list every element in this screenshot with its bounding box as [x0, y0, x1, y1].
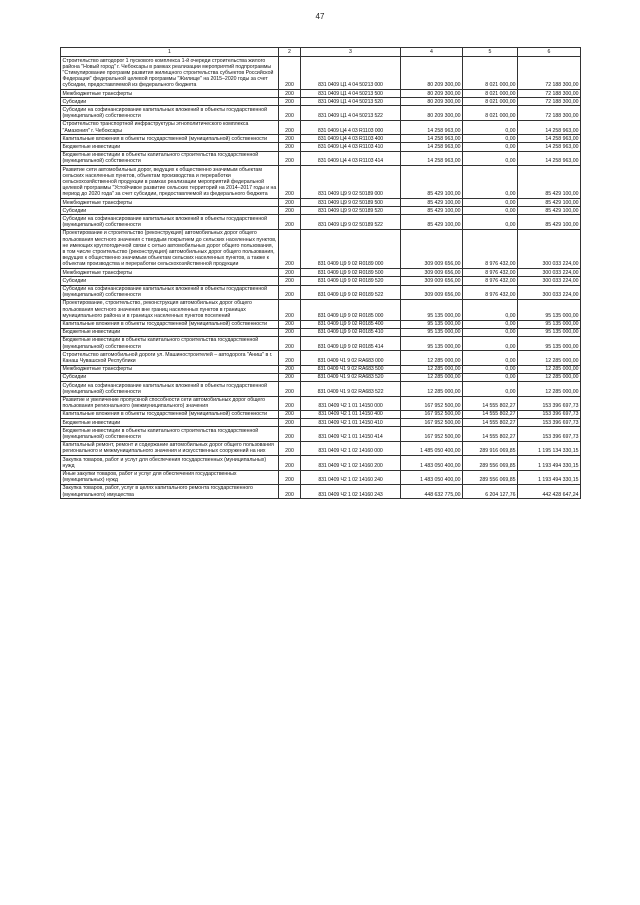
- row-classification-code: 831 0409 Ч2 1 01 14150 410: [301, 419, 401, 427]
- row-code: 200: [279, 419, 301, 427]
- row-description: Капитальные вложения в объекты государственной (муниципальной) собственности: [61, 135, 279, 143]
- row-description: Закупка товаров, работ и услуг для обеспечения государственных (муниципальных) нужд: [61, 456, 279, 470]
- row-classification-code: 831 0409 Ц9 9 02 50189 520: [301, 207, 401, 215]
- row-amount-change: 0,00: [463, 336, 518, 350]
- row-description: Межбюджетные трансферты: [61, 269, 279, 277]
- row-amount-change: 8 976 432,00: [463, 269, 518, 277]
- row-amount-change: 8 021 000,00: [463, 57, 518, 90]
- row-amount-total: 153 396 697,73: [518, 410, 581, 418]
- row-classification-code: 831 0409 Ц9 9 02 R0185 410: [301, 328, 401, 336]
- row-description: Бюджетные инвестиции: [61, 419, 279, 427]
- row-description: Межбюджетные трансферты: [61, 90, 279, 98]
- column-header: 3: [301, 48, 401, 57]
- row-amount-approved: 80 209 300,00: [401, 98, 463, 106]
- row-amount-approved: 14 258 963,00: [401, 135, 463, 143]
- row-description: Бюджетные инвестиции: [61, 328, 279, 336]
- table-row: [61, 382, 581, 396]
- row-description: Строительство транспортной инфраструктуры этнополитического комплекса "Амазония" г. Чебоксары: [61, 120, 279, 134]
- row-classification-code: 831 0409 Ч1 9 02 RA683 520: [301, 373, 401, 381]
- row-amount-change: 6 204 127,76: [463, 484, 518, 498]
- table-row: [61, 410, 581, 418]
- row-amount-approved: 80 209 300,00: [401, 90, 463, 98]
- row-amount-total: 14 258 963,00: [518, 120, 581, 134]
- page-number: 47: [315, 12, 325, 21]
- row-code: 200: [279, 299, 301, 320]
- row-code: 200: [279, 277, 301, 285]
- row-amount-total: 12 285 000,00: [518, 373, 581, 381]
- table-row: [61, 269, 581, 277]
- row-amount-approved: 1 483 050 400,00: [401, 456, 463, 470]
- row-amount-approved: 80 209 300,00: [401, 57, 463, 90]
- row-amount-change: 0,00: [463, 382, 518, 396]
- row-classification-code: 831 0409 Ц1 4 04 50213 500: [301, 90, 401, 98]
- row-amount-approved: 14 258 963,00: [401, 143, 463, 151]
- table-row: [61, 470, 581, 484]
- row-classification-code: 831 0409 Ц1 4 04 50213 520: [301, 98, 401, 106]
- row-amount-total: 1 195 134 330,15: [518, 441, 581, 455]
- row-classification-code: 831 0409 Ц9 9 02 R0185 400: [301, 320, 401, 328]
- row-classification-code: 831 0409 Ц9 9 02 50189 522: [301, 215, 401, 229]
- row-amount-change: 289 556 069,85: [463, 470, 518, 484]
- row-amount-change: 289 556 069,85: [463, 456, 518, 470]
- row-classification-code: 831 0409 Ц4 4 03 R1103 400: [301, 135, 401, 143]
- row-classification-code: 831 0409 Ц9 9 02 R0189 520: [301, 277, 401, 285]
- row-amount-total: 12 285 000,00: [518, 382, 581, 396]
- row-amount-total: 442 428 647,24: [518, 484, 581, 498]
- row-amount-approved: 309 009 656,00: [401, 269, 463, 277]
- row-code: 200: [279, 336, 301, 350]
- row-amount-total: 72 188 300,00: [518, 106, 581, 120]
- table-row: [61, 277, 581, 285]
- table-row: [61, 166, 581, 199]
- table-row: [61, 427, 581, 441]
- row-description: Капитальные вложения в объекты государственной (муниципальной) собственности: [61, 410, 279, 418]
- row-amount-approved: 85 429 100,00: [401, 207, 463, 215]
- row-description: Межбюджетные трансферты: [61, 365, 279, 373]
- row-code: 200: [279, 215, 301, 229]
- row-description: Бюджетные инвестиции: [61, 143, 279, 151]
- row-amount-change: 8 976 432,00: [463, 277, 518, 285]
- table-row: [61, 351, 581, 365]
- table-row: [61, 396, 581, 410]
- row-description: Закупка товаров, работ, услуг в целях капитального ремонта государственного (муниципального) имущества: [61, 484, 279, 498]
- table-body: [61, 57, 581, 499]
- row-code: 200: [279, 120, 301, 134]
- row-amount-change: 0,00: [463, 120, 518, 134]
- table-row: [61, 299, 581, 320]
- row-code: 200: [279, 106, 301, 120]
- row-description: Бюджетные инвестиции в объекты капитального строительства государственной (муниципальной) собственности: [61, 336, 279, 350]
- row-description: Развитие сети автомобильных дорог, ведущих к общественно значимым объектам сельских населенных пунктов, объектам производства и переработки сельскохозяйственной продукции в рамках реализации мероприятий федеральной целевой программы "Устойчивое развитие сельских территорий на 2014–2017 годы и на период до 2020 года" за счет субсидии, предоставляемой из федерального бюджета: [61, 166, 279, 199]
- row-amount-approved: 12 285 000,00: [401, 373, 463, 381]
- row-amount-approved: 1 485 050 400,00: [401, 441, 463, 455]
- row-code: 200: [279, 456, 301, 470]
- row-description: Субсидии: [61, 277, 279, 285]
- table-row: [61, 106, 581, 120]
- row-description: Строительство автодорог 1 пускового комплекса 1-й очереди строительства жилого района "Новый город" г. Чебоксары в рамках реализации мероприятий подпрограммы "Стимулирование программ развития жилищного строительства субъектов Российской Федерации" федеральной целевой программы "Жилище" на 2015–2020 годы за счет субсидии, предоставляемой из федерального бюджета: [61, 57, 279, 90]
- row-amount-approved: 167 952 500,00: [401, 410, 463, 418]
- row-amount-change: 0,00: [463, 143, 518, 151]
- row-description: Субсидии на софинансирование капитальных вложений в объекты государственной (муниципальной) собственности: [61, 285, 279, 299]
- row-amount-total: 1 193 494 330,15: [518, 456, 581, 470]
- row-code: 200: [279, 365, 301, 373]
- row-amount-change: 0,00: [463, 166, 518, 199]
- row-description: Проектирование, строительство, реконструкция автомобильных дорог общего пользования местного значения вне границ населенных пунктов в границах муниципального района и в границах населенных пунктов поселений: [61, 299, 279, 320]
- row-classification-code: 831 0409 Ц9 9 02 50189 500: [301, 199, 401, 207]
- row-amount-total: 300 033 224,00: [518, 277, 581, 285]
- row-description: Капитальные вложения в объекты государственной (муниципальной) собственности: [61, 320, 279, 328]
- row-code: 200: [279, 98, 301, 106]
- row-classification-code: 831 0409 Ц9 9 02 50189 000: [301, 166, 401, 199]
- row-code: 200: [279, 166, 301, 199]
- row-amount-change: 0,00: [463, 199, 518, 207]
- row-amount-change: 289 916 069,85: [463, 441, 518, 455]
- row-amount-change: 14 555 802,27: [463, 419, 518, 427]
- row-amount-change: 8 976 432,00: [463, 229, 518, 268]
- row-amount-total: 300 033 224,00: [518, 229, 581, 268]
- row-code: 200: [279, 207, 301, 215]
- row-amount-approved: 12 285 000,00: [401, 382, 463, 396]
- row-description: Субсидии: [61, 207, 279, 215]
- row-amount-change: 14 555 802,27: [463, 410, 518, 418]
- table-header-row: [61, 48, 581, 57]
- row-amount-total: 300 033 224,00: [518, 269, 581, 277]
- row-classification-code: 831 0409 Ц9 9 02 R0189 000: [301, 229, 401, 268]
- row-classification-code: 831 0409 Ц1 4 04 50213 000: [301, 57, 401, 90]
- row-amount-total: 95 135 000,00: [518, 299, 581, 320]
- row-classification-code: 831 0409 Ц9 9 02 R0185 414: [301, 336, 401, 350]
- row-amount-approved: 309 009 656,00: [401, 277, 463, 285]
- row-amount-total: 153 396 697,73: [518, 396, 581, 410]
- row-amount-change: 14 555 802,27: [463, 396, 518, 410]
- row-amount-approved: 309 009 656,00: [401, 285, 463, 299]
- row-amount-total: 85 429 100,00: [518, 207, 581, 215]
- row-amount-change: 8 021 000,00: [463, 90, 518, 98]
- row-amount-change: 0,00: [463, 365, 518, 373]
- row-classification-code: 831 0409 Ц9 9 02 R0189 522: [301, 285, 401, 299]
- row-amount-approved: 95 135 000,00: [401, 299, 463, 320]
- row-classification-code: 831 0409 Ч2 1 02 14160 200: [301, 456, 401, 470]
- table-row: [61, 285, 581, 299]
- row-classification-code: 831 0409 Ц4 4 03 R1103 000: [301, 120, 401, 134]
- row-code: 200: [279, 410, 301, 418]
- row-classification-code: 831 0409 Ч1 9 02 RA683 522: [301, 382, 401, 396]
- row-amount-total: 72 188 300,00: [518, 98, 581, 106]
- column-header: 4: [401, 48, 463, 57]
- row-classification-code: 831 0409 Ц4 4 03 R1103 410: [301, 143, 401, 151]
- row-amount-change: 0,00: [463, 299, 518, 320]
- table-row: [61, 373, 581, 381]
- row-description: Субсидии на софинансирование капитальных вложений в объекты государственной (муниципальной) собственности: [61, 106, 279, 120]
- row-classification-code: 831 0409 Ч1 9 02 RA683 000: [301, 351, 401, 365]
- row-code: 200: [279, 135, 301, 143]
- table-row: [61, 120, 581, 134]
- row-amount-total: 14 258 963,00: [518, 151, 581, 165]
- row-amount-total: 72 188 300,00: [518, 90, 581, 98]
- row-classification-code: 831 0409 Ч2 1 02 14160 000: [301, 441, 401, 455]
- row-amount-total: 153 396 697,73: [518, 419, 581, 427]
- row-classification-code: 831 0409 Ч2 1 01 14150 414: [301, 427, 401, 441]
- table-row: [61, 320, 581, 328]
- row-description: Бюджетные инвестиции в объекты капитального строительства государственной (муниципальной) собственности: [61, 427, 279, 441]
- table-row: [61, 199, 581, 207]
- column-header: 1: [61, 48, 279, 57]
- table-row: [61, 441, 581, 455]
- row-code: 200: [279, 373, 301, 381]
- row-amount-approved: 1 483 050 400,00: [401, 470, 463, 484]
- row-classification-code: 831 0409 Ч1 9 02 RA683 500: [301, 365, 401, 373]
- row-code: 200: [279, 57, 301, 90]
- budget-table: [60, 47, 581, 499]
- row-description: Субсидии на софинансирование капитальных вложений в объекты государственной (муниципальной) собственности: [61, 215, 279, 229]
- table-row: [61, 484, 581, 498]
- table-row: [61, 328, 581, 336]
- table-row: [61, 419, 581, 427]
- row-code: 200: [279, 382, 301, 396]
- row-amount-change: 8 976 432,00: [463, 285, 518, 299]
- row-code: 200: [279, 470, 301, 484]
- table-row: [61, 456, 581, 470]
- row-code: 200: [279, 143, 301, 151]
- row-amount-total: 95 135 000,00: [518, 320, 581, 328]
- row-amount-change: 8 021 000,00: [463, 106, 518, 120]
- row-description: Иные закупки товаров, работ и услуг для обеспечения государственных (муниципальных) нужд: [61, 470, 279, 484]
- row-code: 200: [279, 285, 301, 299]
- row-amount-approved: 12 285 000,00: [401, 351, 463, 365]
- row-amount-total: 95 135 000,00: [518, 336, 581, 350]
- row-amount-change: 0,00: [463, 135, 518, 143]
- row-description: Межбюджетные трансферты: [61, 199, 279, 207]
- table-row: [61, 365, 581, 373]
- column-header: 2: [279, 48, 301, 57]
- row-amount-approved: 95 135 000,00: [401, 328, 463, 336]
- row-amount-change: 14 555 802,27: [463, 427, 518, 441]
- table-row: [61, 151, 581, 165]
- row-amount-change: 0,00: [463, 151, 518, 165]
- row-amount-total: 72 188 300,00: [518, 57, 581, 90]
- row-amount-change: 0,00: [463, 207, 518, 215]
- row-amount-total: 95 135 000,00: [518, 328, 581, 336]
- row-code: 200: [279, 427, 301, 441]
- table-row: [61, 229, 581, 268]
- row-amount-approved: 85 429 100,00: [401, 215, 463, 229]
- table-row: [61, 90, 581, 98]
- row-code: 200: [279, 328, 301, 336]
- row-amount-approved: 167 952 500,00: [401, 427, 463, 441]
- row-code: 200: [279, 90, 301, 98]
- row-classification-code: 831 0409 Ч2 1 02 14160 240: [301, 470, 401, 484]
- row-code: 200: [279, 229, 301, 268]
- row-description: Проектирование и строительство (реконструкция) автомобильных дорог общего пользования местного значения с твердым покрытием до сельских населенных пунктов, не имеющих круглогодичной связи с сетью автомобильных дорог общего пользования, в том числе строительство (реконструкция) автомобильных дорог общего пользования, ведущих к общественно значимым объектам сельских населенных пунктов, а также к объектам производства и переработки сельскохозяйственной продукции: [61, 229, 279, 268]
- row-description: Субсидии на софинансирование капитальных вложений в объекты государственной (муниципальной) собственности: [61, 382, 279, 396]
- row-amount-approved: 14 258 963,00: [401, 120, 463, 134]
- row-classification-code: 831 0409 Ц1 4 04 50213 522: [301, 106, 401, 120]
- row-amount-total: 12 285 000,00: [518, 365, 581, 373]
- row-code: 200: [279, 151, 301, 165]
- row-amount-approved: 14 258 963,00: [401, 151, 463, 165]
- column-header: 5: [463, 48, 518, 57]
- row-code: 200: [279, 199, 301, 207]
- table-row: [61, 57, 581, 90]
- row-amount-approved: 448 632 775,00: [401, 484, 463, 498]
- row-amount-total: 85 429 100,00: [518, 215, 581, 229]
- row-amount-change: 0,00: [463, 215, 518, 229]
- row-classification-code: 831 0409 Ч2 1 01 14150 400: [301, 410, 401, 418]
- row-code: 200: [279, 351, 301, 365]
- row-amount-approved: 12 285 000,00: [401, 365, 463, 373]
- row-amount-approved: 85 429 100,00: [401, 199, 463, 207]
- row-description: Строительство автомобильной дороги ул. Машиностроителей – автодорога "Аниш" в г. Канаш Чувашской Республики: [61, 351, 279, 365]
- row-classification-code: 831 0409 Ц4 4 03 R1103 414: [301, 151, 401, 165]
- row-amount-change: 0,00: [463, 351, 518, 365]
- row-code: 200: [279, 441, 301, 455]
- row-amount-total: 14 258 963,00: [518, 143, 581, 151]
- row-amount-approved: 85 429 100,00: [401, 166, 463, 199]
- table-row: [61, 336, 581, 350]
- row-code: 200: [279, 396, 301, 410]
- row-description: Субсидии: [61, 373, 279, 381]
- row-classification-code: 831 0409 Ц9 9 02 R0185 000: [301, 299, 401, 320]
- table-row: [61, 207, 581, 215]
- row-amount-total: 300 033 224,00: [518, 285, 581, 299]
- column-header: 6: [518, 48, 581, 57]
- row-amount-change: 0,00: [463, 373, 518, 381]
- row-amount-approved: 309 009 656,00: [401, 229, 463, 268]
- row-code: 200: [279, 320, 301, 328]
- row-amount-approved: 167 952 500,00: [401, 419, 463, 427]
- row-amount-total: 12 285 000,00: [518, 351, 581, 365]
- row-amount-approved: 95 135 000,00: [401, 320, 463, 328]
- row-description: Субсидии: [61, 98, 279, 106]
- table-row: [61, 135, 581, 143]
- row-amount-change: 0,00: [463, 320, 518, 328]
- row-amount-total: 153 396 697,73: [518, 427, 581, 441]
- row-code: 200: [279, 484, 301, 498]
- row-amount-change: 0,00: [463, 328, 518, 336]
- row-classification-code: 831 0409 Ч2 1 02 14160 243: [301, 484, 401, 498]
- row-amount-total: 14 258 963,00: [518, 135, 581, 143]
- row-classification-code: 831 0409 Ч2 1 01 14150 000: [301, 396, 401, 410]
- row-amount-total: 85 429 100,00: [518, 199, 581, 207]
- row-amount-approved: 95 135 000,00: [401, 336, 463, 350]
- table-row: [61, 98, 581, 106]
- row-amount-change: 8 021 000,00: [463, 98, 518, 106]
- row-amount-total: 1 193 494 330,15: [518, 470, 581, 484]
- row-description: Развитие и увеличение пропускной способности сети автомобильных дорог общего пользования регионального (межмуниципального) значения: [61, 396, 279, 410]
- row-code: 200: [279, 269, 301, 277]
- row-description: Бюджетные инвестиции в объекты капитального строительства государственной (муниципальной) собственности: [61, 151, 279, 165]
- row-amount-total: 85 429 100,00: [518, 166, 581, 199]
- row-amount-approved: 167 952 500,00: [401, 396, 463, 410]
- row-classification-code: 831 0409 Ц9 9 02 R0189 500: [301, 269, 401, 277]
- row-description: Капитальный ремонт, ремонт и содержание автомобильных дорог общего пользования регионального и межмуниципального значения и искусственных сооружений на них: [61, 441, 279, 455]
- row-amount-approved: 80 209 300,00: [401, 106, 463, 120]
- table-row: [61, 215, 581, 229]
- table-row: [61, 143, 581, 151]
